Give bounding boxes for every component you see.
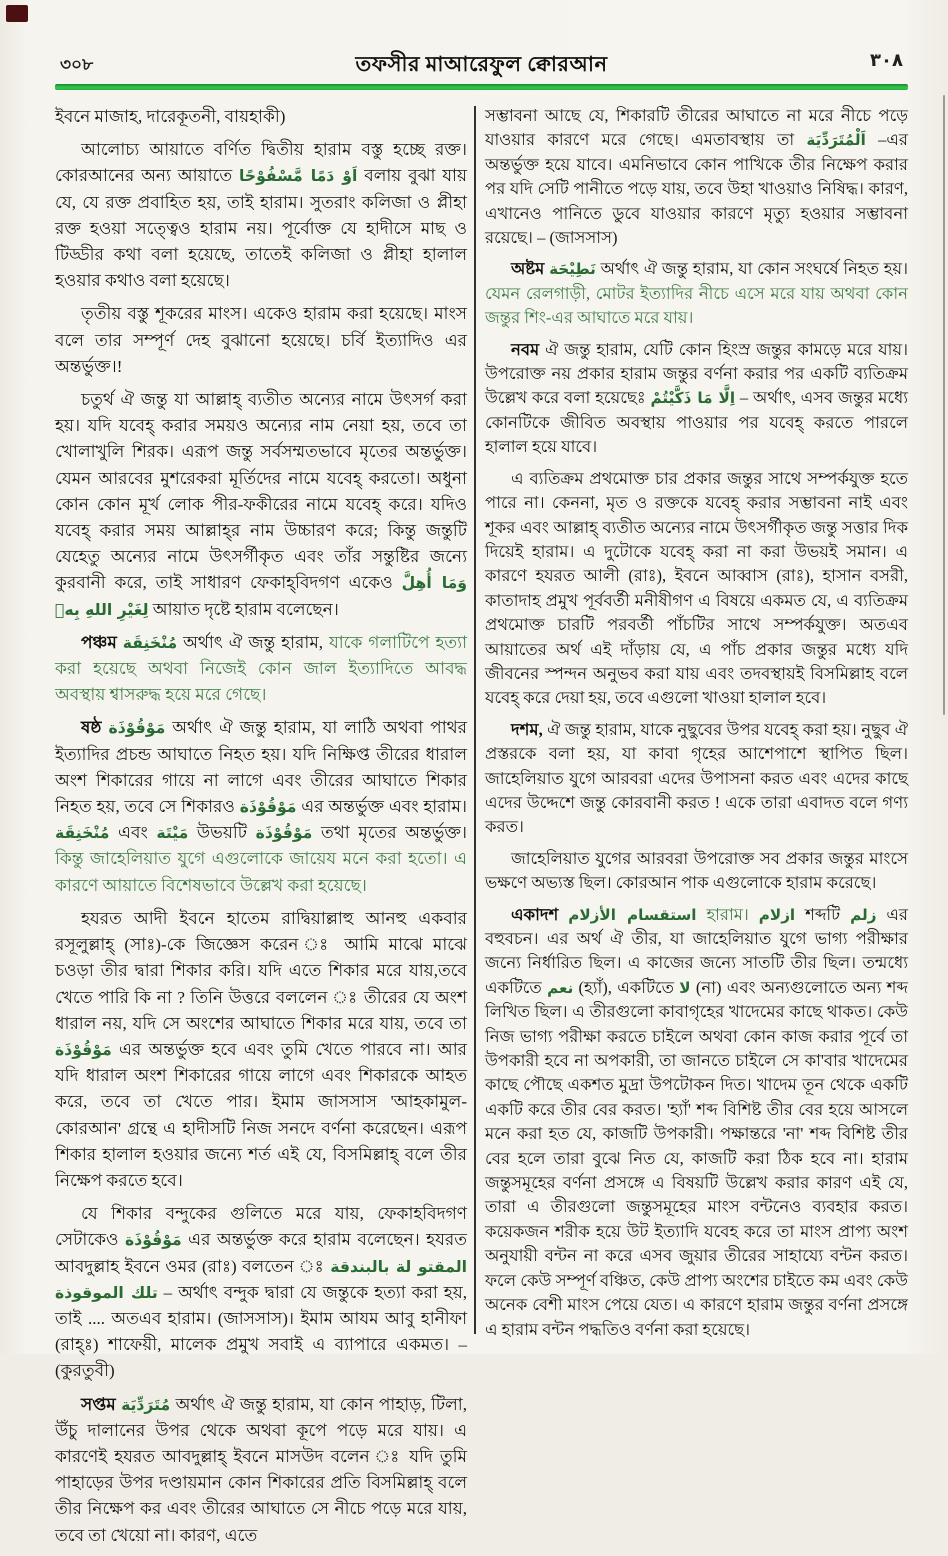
text-run: এর অন্তর্ভুক্ত করে হারাম বলেছেন। হযরত আবদুল্লাহ ইবনে ওমর (রাঃ) বলতেন ঃ <box>55 1230 467 1276</box>
text-run: উভয়টি <box>188 823 256 843</box>
arabic-term: مَيْتَة <box>156 823 189 843</box>
text-columns <box>55 104 909 1545</box>
text-run: তৃতীয় বস্তু শূকরের মাংস। একেও হারাম করা হয়েছে। মাংস বলে তার সম্পূর্ণ দেহ বুঝানো হয়েছে। চর্বি ইত্যাদিও এর অন্তর্ভুক্ত।! <box>55 304 467 376</box>
text-run: এর বহুবচন। এর অর্থ ঐ তীর, যা জাহেলিয়াত যুগে ভাগ্য পরীক্ষার জন্যে নির্ধারিত ছিল। এ কাজের জন্যে সাতটি তীর ছিল। তন্মধ্যে একটিতে <box>485 904 909 997</box>
text-run: এর অন্তর্ভুক্ত এবং হারাম। <box>296 797 467 817</box>
arabic-term: مَوْقُوْذَة <box>55 1039 112 1059</box>
text-run: যে শিকার বন্দুকের গুলিতে মরে যায়, ফেকাহবিদগণ সেটাকেও <box>55 1204 467 1250</box>
scan-corner-artifact <box>6 5 28 22</box>
text-run: হযরত আদী ইবনে হাতেম রাদ্বিয়াল্লাহু আনহু একবার রসূলুল্লাহ্ (সাঃ)-কে জিজ্ঞেস করেন ঃ আমি মাঝে মাঝে চওড়া তীর দ্বারা শিকার করি। যদি এতে শিকার মরে যায়,তবে খেতে পারি কি না ? তিনি উত্তরে বললেন ঃ তীরের যে অংশ ধারাল নয়, যদি সে অংশের আঘাতে শিকার মরে যায়, তবে তা <box>55 908 467 1033</box>
column-left <box>55 104 467 1556</box>
arabic-term: اَوْ دَمًا مَّسْفُوْحًا <box>238 166 358 186</box>
text-run: শব্দটি <box>795 904 851 924</box>
text-run: (না) এবং অন্যগুলোতে অন্য শব্দ লিখিত ছিল। এ তীরগুলো কাবাগৃহের খাদেমের কাছে থাকত। কেউ নিজ ভাগ্য পরীক্ষা করতে চাইলে অথবা কোন কাজ করার পূর্বে তা উপকারী হবে না অপকারী, তা জানতে চাইলে সে কা'বার খাদেমের কাছে পৌছে একশত মুদ্রা উপটোকন দিত। খাদেম তূন থেকে একটি একটি করে তীর বের করত। 'হ্যাঁ' শব্দ বিশিষ্ট তীর বের হয়ে আসলে মনে করা হত যে, কাজটি উপকারী। পক্ষান্তরে 'না' শব্দ বিশিষ্ট তীর বের হলে তারা বুঝে নিত যে, কাজটি করা ঠিক হবে না। হারাম জন্তুসমূহের বর্ণনা প্রসঙ্গে এ বিষয়টি উল্লেখ করার কারণ এই যে, তারা এ তীরগুলো জন্তুসমূহের মাংস বন্টনেও ব্যবহার করত। কয়েকজন শরীক হয়ে উট ইত্যাদি যবেহ করে তা মাংস প্রাপ্য অংশ অনুযায়ী বন্টন না করে এসব জুয়ার তীরের সাহায্যে বন্টন করত। ফলে কেউ সম্পূর্ণ বঞ্চিত, কেউ প্রাপ্য অংশের চাইতে কম এবং কেউ অনেক বেশী মাংস পেয়ে যেত। এ কারণে হারাম জন্তুর বর্ণনা প্রসঙ্গে এ হারাম বন্টন পদ্ধতিও বর্ণনা করা হয়েছে। <box>485 977 909 1339</box>
paragraph <box>55 1201 467 1384</box>
text-run: যেমন রেলগাড়ী, মোটর ইত্যাদির নীচে এসে মরে যায় অথবা কোন জন্তুর শিং-এর আঘাতে মরে যায়। <box>485 283 908 328</box>
paragraph <box>485 338 908 460</box>
text-run: হারাম। <box>696 904 759 924</box>
arabic-term: وَمَا أُهِلَّ لِغَيْرِ اللهِ بِهٖ <box>55 573 467 619</box>
text-run: ইবনে মাজাহ, দারেকূতনী, বায়হাকী) <box>55 107 286 126</box>
text-run: (হ্যাঁ), একটিতে <box>573 977 680 997</box>
arabic-term: مُنْخَنِقَة <box>55 823 110 843</box>
arabic-term: اِلَّا مَا ذَكَّيْتُمْ <box>650 389 736 408</box>
paragraph <box>55 1392 467 1549</box>
arabic-term: مُنْخَنِقَة <box>122 632 178 652</box>
arabic-term: استقسام الأزلام <box>568 905 697 924</box>
arabic-term: مُتَرَدِّيَة <box>121 1394 171 1414</box>
text-run: এর অন্তর্ভুক্ত হবে এবং তুমি খেতে পারবে না। আর যদি ধারাল অংশ শিকারের গায়ে লাগে এবং শিকারকে আহত করে, তবে তা খেতে পার। ইমাম জাসসাস 'আহকামুল-কোরআন' গ্রন্থে এ হাদীসটি নিজ সনদে বর্ণনা করেছেন। এরূপ শিকার হালাল হওয়ার জন্যে শর্ত এই যে, বিসমিল্লাহ্ বলে তীর নিক্ষেপ করতে হবে। <box>55 1039 467 1190</box>
header-rule <box>55 84 908 90</box>
column-divider <box>474 106 476 1334</box>
text-run: অষ্টম <box>511 259 550 279</box>
paragraph <box>55 630 467 709</box>
page-header <box>55 46 908 80</box>
paragraph <box>485 257 908 330</box>
paragraph <box>55 715 467 898</box>
paragraph <box>485 718 908 840</box>
paragraph <box>485 903 908 1342</box>
text-run: অর্থাৎ ঐ জন্তু হারাম, যা কোন পাহাড়, টিলা, উঁচু দালানের উপর থেকে অথবা কূপে পড়ে মরে যায়। এ কারণেই হযরত আবদুল্লাহ্ ইবনে মাসউদ বলেন ঃ যদি তুমি পাহাড়ের উপর দণ্ডায়মান কোন শিকারের প্রতি বিসমিল্লাহ্ বলে তীর নিক্ষেপ কর এবং তীরের আঘাতে সে নীচে পড়ে মরে যায়, তবে তা খেয়ো না। কারণ, এতে <box>55 1394 467 1545</box>
column-right <box>485 104 908 1349</box>
text-run: অর্থাৎ ঐ জন্তু হারাম, যা কোন সংঘর্ষে নিহত হয়। <box>595 259 908 279</box>
text-run: যাকে গলাটিপে হত্যা করা হয়েছে অথবা নিজেই কোন জাল ইত্যাদিতে আবদ্ধ অবস্থায় শ্বাসরুদ্ধ হয়ে মরে গেছে। <box>55 632 467 705</box>
text-run: সম্ভাবনা আছে যে, শিকারটি তীরের আঘাতে না মরে নীচে পড়ে যাওয়ার কারণে মরে গেছে। এমতাবস্থায় তা <box>485 106 908 150</box>
scan-edge-artifact <box>943 95 945 715</box>
text-run: ষষ্ঠ <box>81 718 109 738</box>
paragraph <box>485 847 908 896</box>
paragraph <box>485 467 908 711</box>
paragraph <box>55 387 467 623</box>
arabic-term: مَوْقُوْذَة <box>124 1230 182 1250</box>
text-run: আয়াত দৃষ্টে হারাম বলেছেন। <box>148 599 339 619</box>
page-number-left: ৩০৮ <box>60 55 94 74</box>
text-run: – অর্থাৎ বন্দুক দ্বারা যে জন্তুকে হত্যা করা হয়, তাই .... অতএব হারাম। (জাসসাস)। ইমাম আযম আবু হানীফা (রাহ্ঃ) শাফেয়ী, মালেক প্রমুখ সবাই এ ব্যাপারে একমত। – (কুরতুবী) <box>55 1282 467 1381</box>
text-run: আলোচ্য আয়াতে বর্ণিত দ্বিতীয় হারাম বস্তু হচ্ছে রক্ত। কোরআনের অন্য আয়াতে <box>55 140 467 186</box>
text-run: ঐ জন্তু হারাম, যেটি কোন হিংস্র জন্তুর কামড়ে মরে যায়। উপরোক্ত নয় প্রকার হারাম জন্তুর বর্ণনা করার পর একটি ব্যতিক্রম উল্লেখ করে বলা হয়েছেঃ <box>485 339 908 408</box>
text-run: বলায় বুঝা যায় যে, যে রক্ত প্রবাহিত হয়, তাই হারাম। সুতরাং কলিজা ও প্লীহা রক্ত হওয়া সত্ত্বেও হারাম নয়। পূর্বোক্ত যে হাদীসে মাছ ও টিড্ডীর কথা বলা হয়েছে, তাতেই কলিজা ও প্লীহা হালাল হওয়ার কথাও বলা হয়েছে। <box>55 166 467 291</box>
arabic-term: اَلْمُتَرَدِّيَة <box>806 131 866 150</box>
arabic-term: نَطِيْحَة <box>549 260 596 279</box>
text-run: দশম, <box>511 719 548 739</box>
arabic-term: مَوْقُوْذَة <box>239 797 297 817</box>
text-run: পঞ্চম <box>81 632 123 652</box>
paragraph <box>55 104 467 130</box>
arabic-term: مَوْقُوْذَة <box>255 823 313 843</box>
arabic-term: لا <box>679 978 691 997</box>
paragraph <box>55 137 467 294</box>
paragraph <box>485 104 908 250</box>
text-run: তথা মৃতের অন্তর্ভুক্ত। <box>312 823 467 843</box>
paragraph <box>55 906 467 1194</box>
arabic-term: زلم <box>850 905 877 924</box>
text-run: চতুর্থ ঐ জন্তু যা আল্লাহ্ ব্যতীত অন্যের নামে উৎসর্গ করা হয়। যদি যবেহ্ করার সময়ও অন্যের নাম নেয়া হয়, তবে তা খোলাখুলি শিরক। এরূপ জন্তু সর্বসম্মতভাবে মৃতের অন্তর্ভুক্ত। যেমন আরবের মুশরেকরা মূর্তিদের নামে যবেহ্ করতো। অধুনা কোন কোন মূর্খ লোক পীর-ফকীরের নামে যবেহ্ করে। যদিও যবেহ্ করার সময় আল্লাহ্‌র নাম উচ্চারণ করে; কিন্তু জন্তুটি যেহেতু অন্যের নামে উৎসর্গীকৃত এবং তাঁর সন্তুষ্টির জন্যে কুরবানী করে, তাই সাধারণ ফেকাহ্‌বিদগণ একেও <box>55 390 467 593</box>
text-run: জাহেলিয়াত যুগের আরবরা উপরোক্ত সব প্রকার জন্তুর মাংসে ভক্ষণে অভ্যস্ত ছিল। কোরআন পাক এগুলোকে হারাম করেছে। <box>485 848 908 893</box>
text-run: –এর অন্তর্ভুক্ত হয়ে যাবে। এমনিভাবে কোন পাখিকে তীর নিক্ষেপ করার পর যদি সেটি পানীতে পড়ে যায়, তবে উহা খাওয়াও নিষিদ্ধ। কারণ, এখানেও পানিতে ডুবে যাওয়ার কারণে মৃত্যু হওয়ার সম্ভাবনা রয়েছে। – (জাসসাস) <box>485 130 908 248</box>
text-run: অর্থাৎ ঐ জন্তু হারাম, <box>177 632 329 652</box>
text-run: একাদশ <box>511 904 569 924</box>
text-run: অর্থাৎ ঐ জন্তু হারাম, যা লাঠি অথবা পাথর ইত্যাদির প্রচন্ড আঘাতে নিহত হয়। যদি নিক্ষিপ্ত তীরের ধারাল অংশ শিকারের গায়ে না লাগে এবং তীরের আঘাতে শিকার নিহত হয়, তবে সে শিকারও <box>55 718 468 817</box>
text-run: ঐ জন্তু হারাম, যাকে নুছুবের উপর যবেহ্ করা হয়। নুছুব ঐ প্রস্তরকে বলা হয়, যা কাবা গৃহের আশেপাশে স্থাপিত ছিল। জাহেলিয়াত যুগে আরবরা এদের উপাসনা করত এবং এদের কাছে এদের উদ্দেশে জন্তু কোরবানী করত ! একে তারা এবাদত বলে গণ্য করত। <box>485 719 908 837</box>
text-run: এ ব্যতিক্রম প্রথমোক্ত চার প্রকার জন্তুর সাথে সম্পর্কযুক্ত হতে পারে না। কেননা, মৃত ও রক্তকে যবেহ্ করার সম্ভাবনা নাই এবং শূকর এবং আল্লাহ্ ব্যতীত অন্যের নামে উৎসর্গীকৃত জন্তু সত্তার দিক দিয়েই হারাম। এ দুটোকে যবেহ্ করা না করা উভয়ই সমান। এ কারণে হযরত আলী (রাঃ), ইবনে আব্বাস (রাঃ), হাসান বসরী, কাতাদাহ প্রমুখ পূর্ববর্তী মনীষীগণ এ বিষয়ে একমত যে, এ ব্যতিক্রম প্রথমোক্ত চারটি পরবর্তী পাঁচটির সাথে সম্পর্কযুক্ত। অতএব আয়াতের অর্থ এই দাঁড়ায় যে, এ পাঁচ প্রকার জন্তুর মধ্যে যদি জীবনের স্পন্দন অনুভব করা যায় এবং তদবস্থায়ই বিসমিল্লাহ বলে যবেহ্ করে দেয়া হয়, তবে এগুলো খাওয়া হালাল হবে। <box>485 468 908 708</box>
arabic-term: ازلام <box>758 905 796 924</box>
arabic-term: مَوْقُوْذَة <box>108 718 166 738</box>
page-number-right: ٣٠٨ <box>870 50 903 71</box>
arabic-term: المقتو لة بالبندقة تلك الموقوذة <box>55 1256 467 1302</box>
paragraph <box>55 301 467 380</box>
text-run: সপ্তম <box>81 1394 122 1414</box>
text-run: এবং <box>109 823 157 843</box>
text-run: কিন্তু জাহেলিয়াত যুগে এগুলোকে জায়েয মনে করা হতো। এ কারণে আয়াতে বিশেষভাবে উল্লেখ করা হয়েছে। <box>55 849 467 895</box>
book-title: তফসীর মাআরেফুল ক্বোরআন <box>355 52 608 76</box>
text-run: – অর্থাৎ, এসব জন্তুর মধ্যে কোনটিকে জীবিত অবস্থায় পাওয়ার পর যবেহ্ করতে পারলে হালাল হয়ে যাবে। <box>485 388 909 457</box>
arabic-term: نعم <box>547 978 574 997</box>
text-run: নবম <box>511 339 546 359</box>
